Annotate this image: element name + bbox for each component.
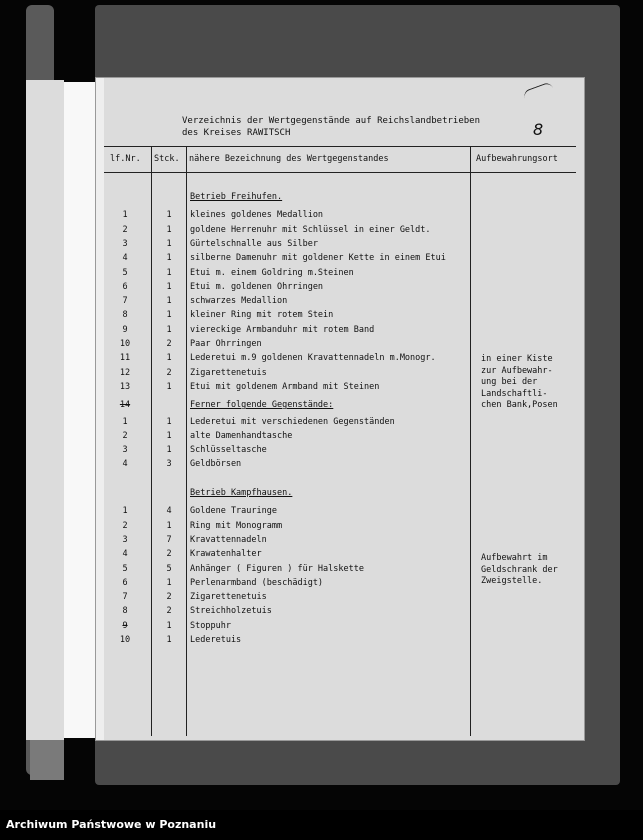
note-line: Landschaftli-: [481, 388, 548, 399]
row-quantity: 1: [166, 445, 172, 456]
table-row: [96, 415, 584, 429]
row-quantity: 2: [166, 592, 172, 603]
row-quantity: 1: [166, 281, 172, 292]
item-description: Stoppuhr: [190, 620, 231, 631]
row-quantity: 1: [166, 577, 172, 588]
document-page: [96, 78, 584, 740]
table-row: [96, 251, 584, 265]
row-number: 11: [119, 353, 131, 364]
row-quantity: 1: [166, 520, 172, 531]
table-row: [96, 266, 584, 280]
row-quantity: 7: [166, 534, 172, 545]
section-title: Betrieb Freihufen.: [190, 192, 283, 202]
archive-label: Archiwum Państwowe w Poznaniu: [6, 818, 217, 831]
table-row: [96, 590, 584, 604]
column-header-desc: nähere Bezeichnung des Wertgegenstandes: [189, 154, 389, 164]
item-description: kleiner Ring mit rotem Stein: [190, 310, 334, 321]
table-row: [96, 237, 584, 251]
row-quantity: 1: [166, 267, 172, 278]
row-quantity: 3: [166, 459, 172, 470]
row-number: 4: [122, 549, 128, 560]
storage-note-kampfhausen: [481, 553, 558, 588]
item-description: Streichholzetuis: [190, 606, 272, 617]
item-description: Etui mit goldenem Armband mit Steinen: [190, 381, 380, 392]
row-quantity: 1: [166, 224, 172, 235]
item-description: Krawatenhalter: [190, 549, 262, 560]
row-number: 8: [122, 606, 128, 617]
item-description: viereckige Armbanduhr mit rotem Band: [190, 324, 375, 335]
item-description: Lederetui m.9 goldenen Kravattennadeln m.Monogr.: [190, 353, 436, 364]
row-number: 3: [122, 238, 128, 249]
row-quantity: 1: [166, 620, 172, 631]
row-number: 6: [122, 281, 128, 292]
section-title: Betrieb Kampfhausen.: [190, 488, 293, 498]
row-quantity: 1: [166, 430, 172, 441]
table-row: [96, 294, 584, 308]
row-number: 14: [119, 400, 131, 411]
row-quantity: 1: [166, 381, 172, 392]
row-number: 5: [122, 563, 128, 574]
row-number: 10: [119, 339, 131, 349]
row-quantity: 1: [166, 635, 172, 645]
row-number: 2: [122, 430, 128, 441]
binding-edge: [30, 740, 64, 780]
column-header-stck: Stck.: [154, 154, 180, 164]
table-header-rule: [104, 172, 576, 173]
row-number: 6: [122, 577, 128, 588]
row-quantity: 2: [166, 606, 172, 617]
section-heading-row: [96, 190, 584, 204]
note-line: zur Aufbewahr-: [481, 365, 553, 376]
row-quantity: 2: [166, 367, 172, 378]
row-quantity: 1: [166, 296, 172, 307]
row-quantity: 1: [166, 210, 172, 221]
item-description: Zigarettenetuis: [190, 367, 267, 378]
item-description: Zigarettenetuis: [190, 592, 267, 603]
item-description: Etui m. einem Goldring m.Steinen: [190, 267, 354, 278]
item-description: Gürtelschnalle aus Silber: [190, 238, 318, 249]
row-quantity: 1: [166, 416, 172, 427]
item-description: Etui m. goldenen Ohrringen: [190, 281, 324, 292]
column-header-nr: lf.Nr.: [110, 154, 141, 164]
row-quantity: 2: [166, 339, 172, 349]
row-quantity: 1: [166, 310, 172, 321]
item-description: kleines goldenes Medallion: [190, 210, 324, 221]
note-line: Aufbewahrt im: [481, 553, 548, 563]
title-line-2: des Kreises RAWITSCH: [182, 128, 291, 138]
table-row: [96, 519, 584, 533]
pencil-mark: [522, 81, 555, 105]
item-description: Geldbörsen: [190, 459, 242, 470]
table-row: [96, 323, 584, 337]
item-description: Anhänger ( Figuren ) für Halskette: [190, 563, 364, 574]
note-line: Geldschrank der: [481, 564, 558, 575]
table-row: [96, 533, 584, 547]
row-number: 7: [122, 592, 128, 603]
table-row: [96, 443, 584, 457]
item-description: Lederetui mit verschiedenen Gegenständen: [190, 416, 395, 427]
row-number: 2: [122, 520, 128, 531]
row-number: 2: [122, 224, 128, 235]
section-heading-row: [96, 486, 584, 500]
row-number: 4: [122, 253, 128, 264]
table-row: [96, 429, 584, 443]
table-row: [96, 619, 584, 633]
item-description: Kravattennadeln: [190, 534, 267, 545]
row-number: 4: [122, 459, 128, 470]
table-row: [96, 280, 584, 294]
row-quantity: 1: [166, 324, 172, 335]
table-row: [96, 633, 584, 647]
row-number: 13: [119, 381, 131, 392]
row-number: 9: [122, 324, 128, 335]
title-line-1: Verzeichnis der Wertgegenstände auf Reichslandbetrieben: [182, 116, 481, 126]
item-description: Lederetuis: [190, 635, 242, 645]
row-quantity: 1: [166, 353, 172, 364]
note-line: ung bei der: [481, 377, 538, 387]
note-line: Zweigstelle.: [481, 576, 543, 586]
table-row: [96, 504, 584, 518]
item-description: Ring mit Monogramm: [190, 520, 283, 531]
row-number: 7: [122, 296, 128, 307]
row-number: 12: [119, 367, 131, 378]
item-description: Paar Ohrringen: [190, 339, 262, 349]
table-row: [96, 223, 584, 237]
row-number: 5: [122, 267, 128, 278]
row-number: 3: [122, 534, 128, 545]
row-quantity: 2: [166, 549, 172, 560]
note-line: in einer Kiste: [481, 354, 553, 364]
row-number: 1: [122, 416, 128, 427]
item-description: Goldene Trauringe: [190, 506, 277, 517]
row-quantity: 1: [166, 238, 172, 249]
table-row: [96, 337, 584, 351]
item-description: Schlüsseltasche: [190, 445, 267, 456]
table-top-rule: [104, 146, 576, 147]
item-description: silberne Damenuhr mit goldener Kette in einem Etui: [190, 253, 446, 264]
row-number: 1: [122, 506, 128, 517]
page-number: 8: [533, 120, 544, 139]
item-description: Perlenarmband (beschädigt): [190, 577, 324, 588]
item-description: schwarzes Medallion: [190, 296, 288, 307]
note-line: chen Bank,Posen: [481, 400, 558, 410]
row-number: 3: [122, 445, 128, 456]
footer-bar: [0, 810, 643, 840]
row-number: 10: [119, 635, 131, 645]
row-quantity: 4: [166, 506, 172, 517]
column-header-place: Aufbewahrungsort: [476, 154, 558, 164]
section-title: Ferner folgende Gegenstände:: [190, 400, 334, 411]
row-quantity: 1: [166, 253, 172, 264]
document-title: [182, 115, 480, 139]
binding-highlight: [64, 82, 96, 738]
item-description: alte Damenhandtasche: [190, 430, 293, 441]
storage-note-freihufen: [481, 354, 558, 412]
table-row: [96, 208, 584, 222]
table-row: [96, 308, 584, 322]
table-row: [96, 604, 584, 618]
table-row: [96, 457, 584, 471]
row-number: 8: [122, 310, 128, 321]
row-quantity: 5: [166, 563, 172, 574]
table-row: [96, 472, 584, 486]
row-number: 1: [122, 210, 128, 221]
binding-paper: [26, 80, 64, 740]
item-description: goldene Herrenuhr mit Schlüssel in einer Geldt.: [190, 224, 431, 235]
row-number: 9: [122, 620, 128, 631]
